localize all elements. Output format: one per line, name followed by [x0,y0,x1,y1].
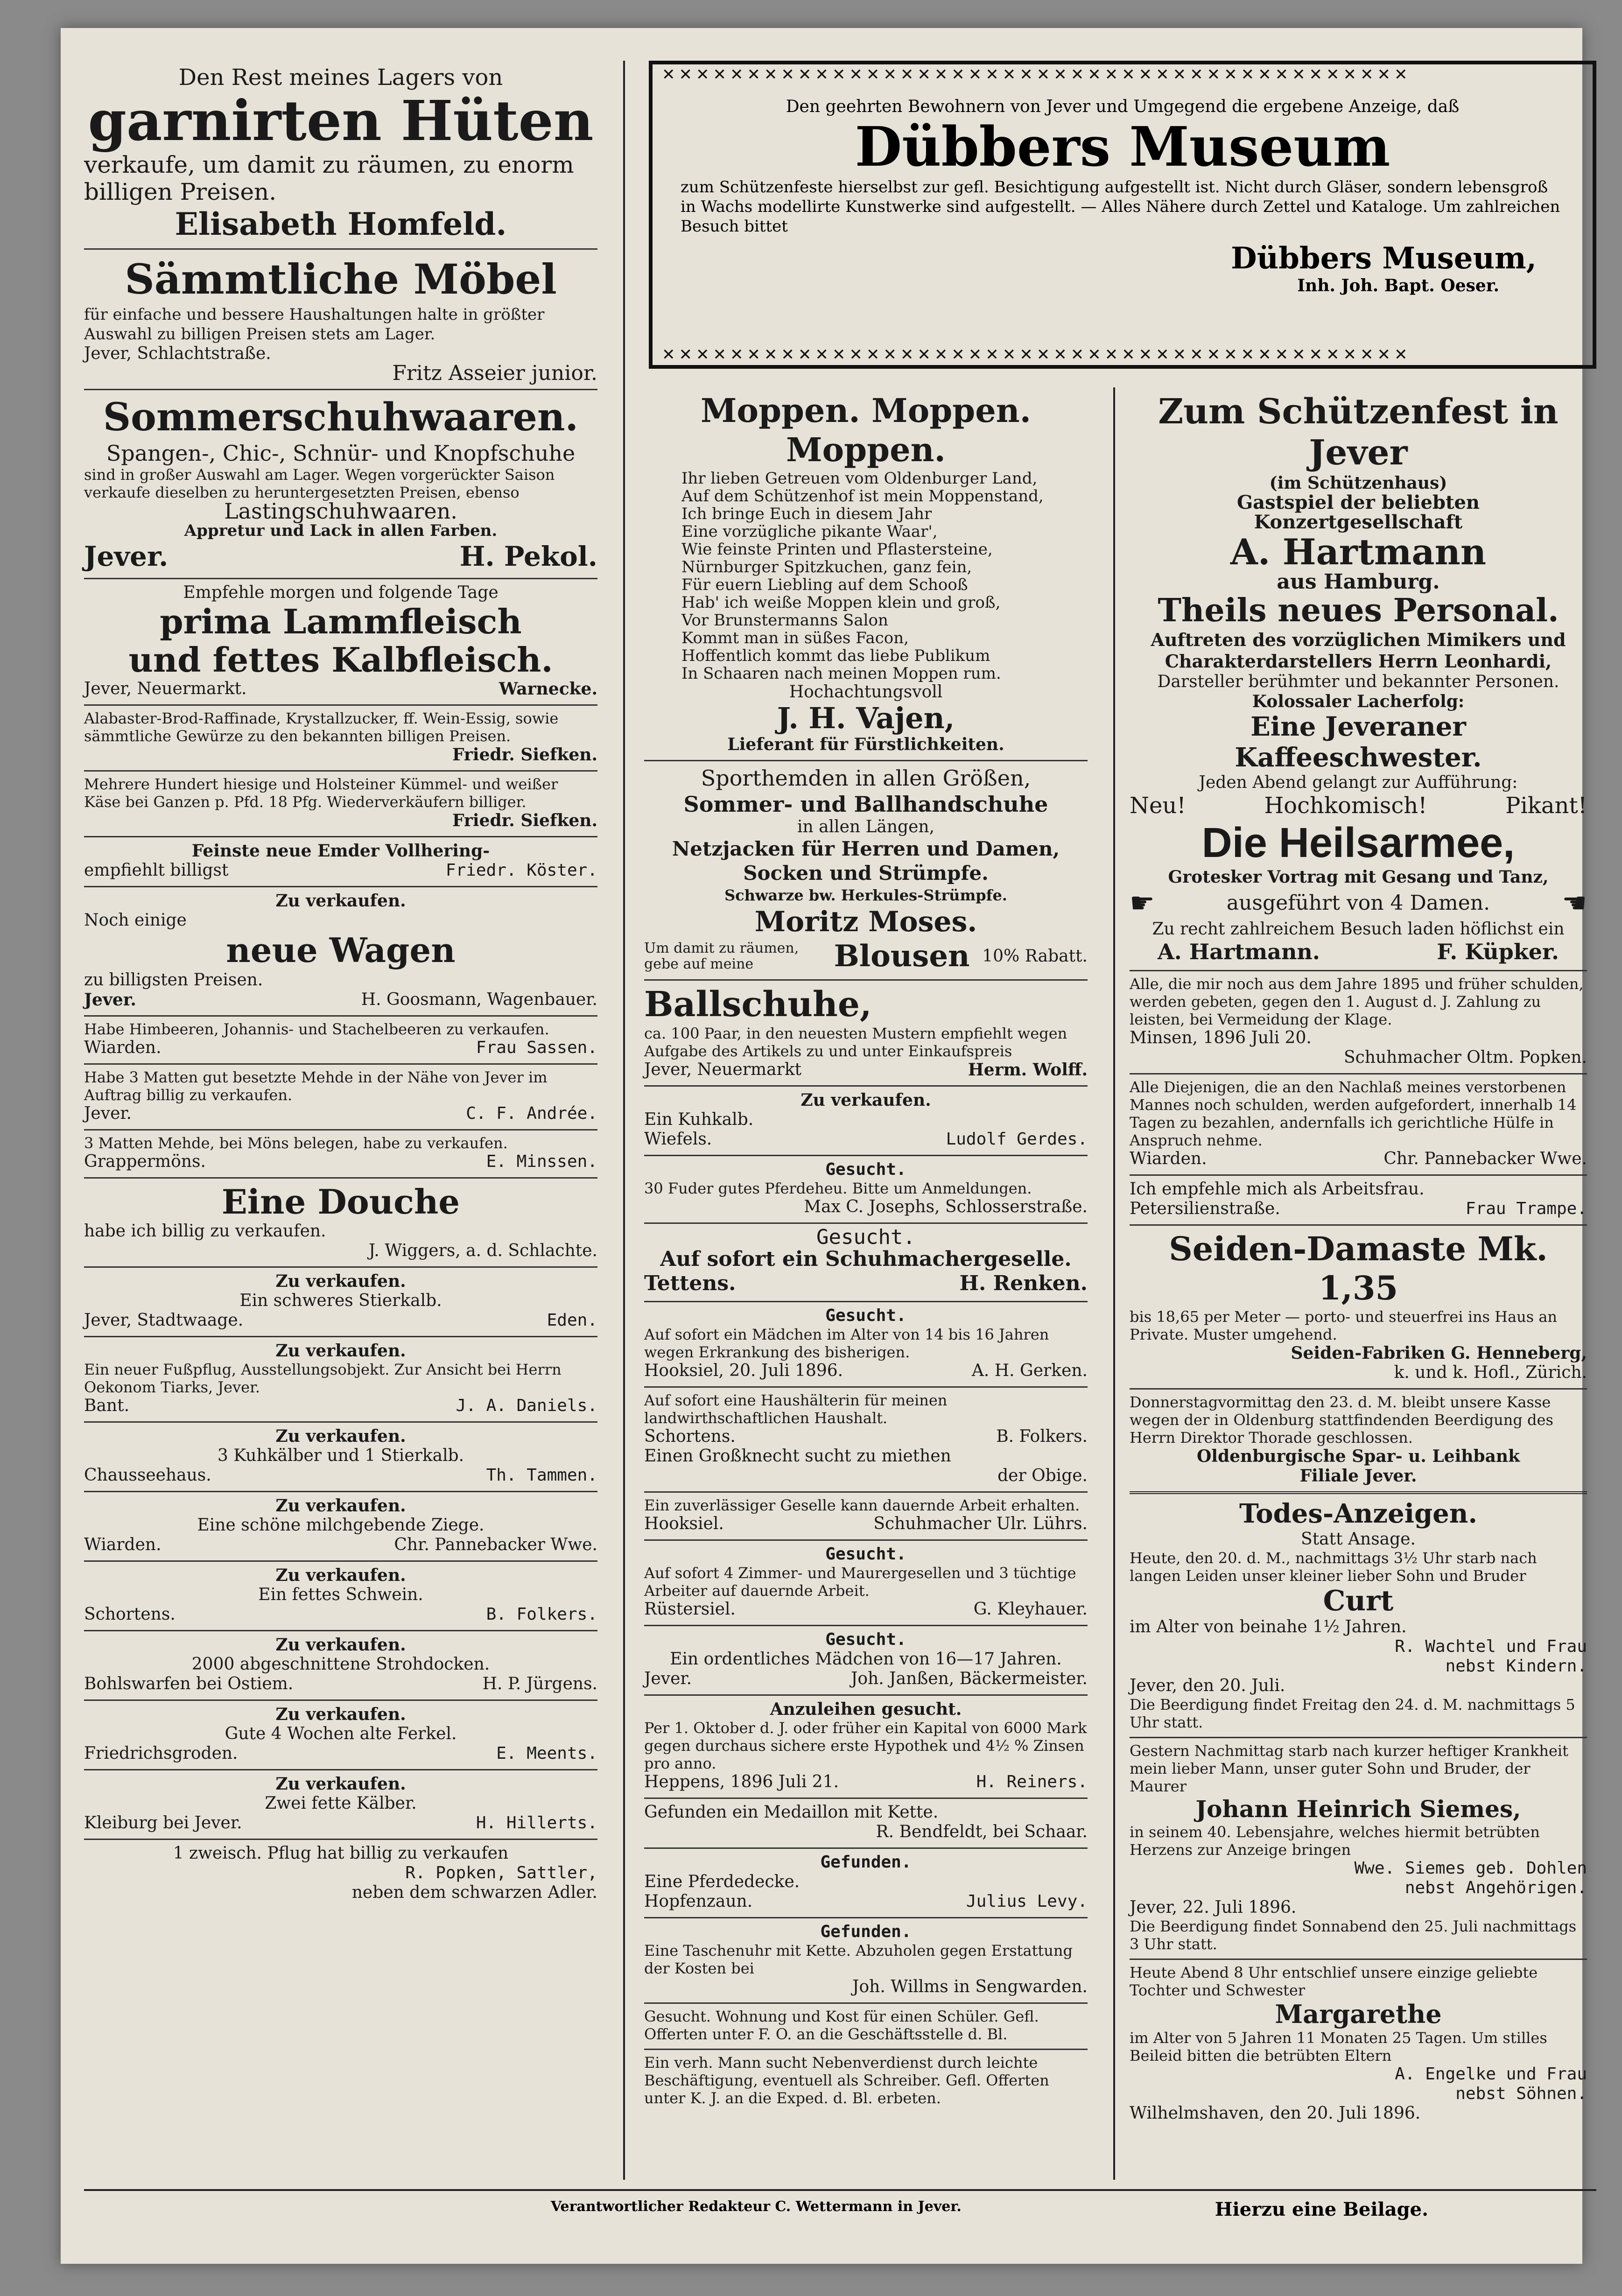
ad-todes-siemes [1130,1738,1587,1960]
ad-body: Gastspiel der beliebten Konzertgesellschaft [1237,491,1480,533]
ad-body: verkaufe, um damit zu räumen, zu enorm billigen Preisen. [84,151,574,205]
ad-douche [84,1179,597,1268]
ad-body: Gesucht. Wohnung und Kost für einen Schüler. Gefl. Offerten unter F. O. an die Geschäftsstelle d. Bl. [644,2008,1039,2043]
ad-mehde-moens [84,1130,597,1179]
ad-title: Zu verkaufen. [275,1496,406,1516]
ad-headline: Ballschuhe, [644,984,872,1025]
ad-taschenuhr [644,1918,1088,2004]
ad-signature: nebst Angehörigen. [1404,1878,1587,1897]
ad-place: Jever, den 20. Juli. [1130,1676,1285,1695]
ad-place: Minsen, 1896 Juli 20. [1130,1028,1312,1047]
poem-line: Nürnburger Spitzkuchen, ganz fein, [681,558,972,576]
ad-headline: A. Hartmann [1230,531,1487,573]
ad-anzuleihen [644,1696,1088,1799]
ad-place: Hooksiel, 20. Juli 1896. [644,1361,843,1380]
poem-line: Eine vorzügliche pikante Waar', [681,522,938,541]
ad-signature: C. F. Andrée. [466,1104,597,1123]
ad-body: Ein ordentliches Mädchen von 16—17 Jahren. [670,1650,1062,1669]
ad-body: Auf sofort ein Mädchen im Alter von 14 bis 16 Jahren wegen Erkrankung des bisherigen. [644,1326,1049,1361]
poem-line: Kommt man in süßes Facon, [681,629,909,647]
ad-body: sind in großer Auswahl am Lager. Wegen vorgerückter Saison verkaufe dieselben zu heruntergesetzten Preisen, ebenso [84,466,555,501]
ad-body: Eine Pferdedecke. [644,1872,800,1891]
ad-signature: B. Folkers. [486,1605,597,1624]
ad-vollhering [84,837,597,887]
deceased-name: Curt [1323,1585,1394,1617]
ad-sommerschuhwaaren [84,390,597,579]
ad-body: Ich empfehle mich als Arbeitsfrau. [1130,1180,1425,1199]
ad-body: Darsteller berühmter und bekannter Personen. [1157,672,1559,691]
ad-body: im Alter von 5 Jahren 11 Monaten 25 Tagen. Um stilles Beileid bitten die betrübten Eltern [1130,2029,1547,2064]
ad-raffinade [84,706,597,772]
ad-line: Den Rest meines Lagers von [178,64,503,91]
ad-place: Jever. [84,990,136,1010]
ad-signature: Frau Trampe. [1465,1199,1587,1218]
ad-signature: A. H. Gerken. [971,1361,1088,1380]
ad-body: zum Schützenfeste hierselbst zur gefl. Besichtigung aufgestellt ist. Nicht durch Gläser, sondern lebensgroß in Wachs modellirte Kunstwerke sind aufgestellt. — Alles Nähere durch Zettel und Kataloge. Um zahlreichen Besuch bittet [681,178,1560,236]
ad-line: Empfehle morgen und folgende Tage [183,583,499,602]
ad-line: ✕✕✕✕✕✕✕✕✕✕✕✕✕✕✕✕✕✕✕✕✕✕✕✕✕✕✕✕✕✕✕✕✕✕✕✕✕✕✕✕✕✕✕✕ Den geehrten Bewohnern von Jever und Umgegend die ergebene Anzeige, daß [786,97,1460,116]
ad-pferdeheu [644,1156,1088,1224]
ad-nachlass [1130,1074,1587,1176]
ad-place: Schortens. [644,1427,736,1446]
ad-body: Gute 4 Wochen alte Ferkel. [225,1724,457,1743]
ad-body: Eine Taschenuhr mit Kette. Abzuholen gegen Erstattung der Kosten bei [644,1942,1073,1977]
column-rule-right [1113,387,1115,2180]
ad-signature: Frau Sassen. [476,1038,597,1057]
ad-place: Heppens, 1896 Juli 21. [644,1772,839,1791]
right-column [1130,387,1587,2129]
ad-title: Zu verkaufen. [275,891,406,911]
ad-signature: G. Kleyhauer. [973,1600,1088,1619]
ad-title: Zu verkaufen. [275,1635,406,1655]
ad-body: Kolossaler Lacherfolg: [1252,692,1465,711]
poem-line: Für euern Liebling auf dem Schooß [681,576,968,594]
ad-signature: Friedr. Siefken. [452,745,597,765]
ad-leihbank [1130,1390,1587,1494]
ad-body: Ein fettes Schwein. [258,1585,423,1604]
ad-signature: Joh. Willms in Sengwarden. [852,1977,1088,1996]
ad-haushaelterin [644,1388,1088,1493]
ad-seiden-damaste [1130,1226,1587,1390]
ad-place: Bohlswarfen bei Ostiem. [84,1674,294,1693]
ad-popken [1130,971,1587,1074]
ad-lammfleisch [84,579,597,706]
ad-body: empfiehlt billigst [84,861,229,880]
ad-place: Rüstersiel. [644,1600,736,1619]
ad-signature: A. Hartmann. [1158,939,1320,964]
ad-headline: Dübbers Museum [855,115,1390,179]
ad-place: Wilhelmshaven, den 20. Juli 1896. [1130,2104,1421,2123]
ad-body: aus Hamburg. [1277,570,1440,594]
ad-line: Netzjacken für Herren und Damen, [672,837,1060,860]
ad-body: Auf sofort eine Haushälterin für meinen landwirthschaftlichen Haushalt. [644,1391,948,1427]
ad-signature: Moritz Moses. [754,906,977,938]
poem-line: Auf dem Schützenhof ist mein Moppenstand, [681,487,1044,506]
ad-place: Jever. [84,1104,132,1123]
ad-headline: Sommerschuhwaaren. [103,395,579,440]
ad-strohdocken [84,1631,597,1701]
ad-place: Grappermöns. [84,1152,206,1171]
ad-signature: Inh. Joh. Bapt. Oeser. [1297,276,1499,295]
ad-signature: Eden. [547,1311,597,1330]
ad-subhead: (im Schützenhaus) [1269,473,1447,493]
ad-place: Jever, Neuermarkt. [84,679,247,698]
ad-signature: H. Hillerts. [476,1813,597,1833]
ad-signature: Joh. Janßen, Bäckermeister. [851,1669,1088,1688]
ad-title: Zu verkaufen. [800,1090,931,1110]
ad-moritz-moses [644,761,1088,981]
ad-todes-curt [1130,1494,1587,1738]
ad-schuetzenfest [1130,387,1587,971]
ad-matten-mehde [84,1065,597,1130]
ad-body: Jeden Abend gelangt zur Aufführung: [1199,773,1518,792]
ad-body: bis 18,65 per Meter — porto- und steuerfrei ins Haus an Private. Muster umgehend. [1130,1308,1558,1343]
ad-body: im Alter von beinahe 1½ Jahren. [1130,1617,1407,1636]
ad-title: Anzuleihen gesucht. [770,1699,962,1719]
ad-headline: Feinste neue Emder Vollhering- [191,841,490,861]
ad-headline: Moppen. Moppen. Moppen. [700,391,1032,469]
ad-headline: Zum Schützenfest in Jever [1158,392,1559,473]
ad-title: Gefunden. [820,1853,912,1872]
ad-place: Petersilienstraße. [1130,1199,1280,1218]
ad-signature: H. P. Jürgens. [482,1674,597,1693]
left-column [84,61,597,1908]
ad-line: Hochachtungsvoll [789,682,943,702]
ad-title: Gesucht. [825,1545,906,1564]
ad-body: Per 1. Oktober d. J. oder früher ein Kapital von 6000 Mark gegen durchaus sichere erste Hypothek und 4½ % Zinsen pro anno. [644,1719,1087,1772]
ad-line: in allen Längen, [797,817,935,836]
ad-signature: Lieferant für Fürstlichkeiten. [727,735,1004,754]
ad-body: habe ich billig zu verkaufen. [84,1222,326,1241]
ad-body: Alabaster-Brod-Raffinade, Krystallzucker, ff. Wein-Essig, sowie sämmtliche Gewürze zu den bekannten billigen Preisen. [84,709,559,745]
ad-place: Jever, 22. Juli 1896. [1130,1898,1297,1917]
ad-garnirte-huete [84,61,597,250]
ad-headline: garnirten Hüten [88,88,594,153]
ad-exclaim: Pikant! [1505,793,1587,819]
deceased-name: Margarethe [1275,1999,1442,2029]
ad-signature: H. Goosmann, Wagenbauer. [361,990,597,1009]
ad-place: Jever, Neuermarkt [644,1060,802,1079]
ad-place: Schortens. [84,1605,176,1624]
ad-body: Einen Großknecht sucht zu miethen [644,1446,951,1466]
deceased-name: Johann Heinrich Siemes, [1195,1795,1521,1823]
ad-body: Ein verh. Mann sucht Nebenverdienst durch leichte Beschäftigung, eventuell als Schreiber. Gefl. Offerten unter K. J. an die Exped. d. Bl. erbeten. [644,2054,1049,2107]
ad-body: 10% Rabatt. [982,946,1088,966]
poem-line: Ich bringe Euch in diesem Jahr [681,505,932,523]
ad-title: Zu verkaufen. [275,1566,406,1585]
ad-title: Zu verkaufen. [275,1271,406,1291]
ad-body: Alle Diejenigen, die an den Nachlaß meines verstorbenen Mannes noch schulden, werden aufgefordert, innerhalb 14 Tagen zu bezahlen, andernfalls ich gerichtliche Hülfe in Anspruch nehme. [1130,1078,1577,1149]
ad-place: Wiarden. [1130,1149,1207,1168]
ad-todes-margarethe [1130,1960,1587,2129]
ad-geselle [644,1493,1088,1541]
ad-body: Ein zuverlässiger Geselle kann dauernde Arbeit erhalten. [644,1496,1080,1514]
pointing-hand-icon: ☛ [1130,887,1155,920]
ad-line: Sommer- und Ballhandschuhe [683,792,1048,817]
ad-fusspflug [84,1337,597,1423]
ad-headline: neue Wagen [226,930,456,970]
ad-headline: Die Heilsarmee, [1201,820,1515,866]
ad-body: Noch einige [84,911,187,930]
column-rule-left [623,61,625,2180]
ad-wohnung [644,2004,1088,2050]
ad-title: Gefunden. [820,1922,912,1941]
ad-title: Gesucht. [816,1225,915,1249]
ad-signature: Max C. Josephs, Schlosserstraße. [804,1197,1088,1216]
ad-ordentliches-maedchen [644,1626,1088,1696]
ad-subhead: Appretur und Lack in allen Farben. [184,521,498,540]
poem-line: Ihr lieben Getreuen vom Oldenburger Land, [681,469,1038,488]
ad-signature: Julius Levy. [966,1892,1088,1911]
ad-body: ca. 100 Paar, in den neuesten Mustern empfiehlt wegen Aufgabe des Artikels zu und unter Einkaufspreis [644,1025,1067,1060]
ad-body: Gefunden ein Medaillon mit Kette. [644,1803,939,1822]
ad-headline: Blousen [834,939,970,974]
ad-arbeitsfrau [1130,1176,1587,1226]
ad-stierkalb [84,1268,597,1337]
ad-headline: und fettes Kalbfleisch. [128,640,553,680]
ad-kuhkalb [644,1087,1088,1156]
ad-body: Auf sofort 4 Zimmer- und Maurergesellen und 3 tüchtige Arbeiter auf dauernde Arbeit. [644,1564,1076,1600]
ad-body: in seinem 40. Lebensjahre, welches hiermit betrübten Herzens zur Anzeige bringen [1130,1823,1540,1859]
ad-signature: Oldenburgische Spar- u. Leihbank [1196,1446,1520,1466]
poem-line: Wie feinste Printen und Pflastersteine, [681,540,993,559]
ad-signature: H. Reiners. [976,1772,1088,1791]
ad-line: Sporthemden in allen Größen, [701,765,1031,791]
ad-signature: neben dem schwarzen Adler. [351,1883,597,1902]
ad-body: Heute, den 20. d. M., nachmittags 3½ Uhr starb nach langen Leiden unser kleiner lieber Sohn und Bruder [1130,1549,1537,1585]
ad-pferdedecke [644,1849,1088,1918]
ad-body: Zu recht zahlreichem Besuch laden höflichst ein [1152,920,1565,939]
ad-body: Auftreten des vorzüglichen Mimikers und Charakterdarstellers Herrn Leonhardi, [1151,629,1566,672]
ad-headline: Eine Douche [221,1182,460,1222]
poem-lines [644,470,1088,682]
ad-ballschuhe [644,981,1088,1087]
ad-body: Ein neuer Fußpflug, Ausstellungsobjekt. Zur Ansicht bei Herrn Oekonom Tiarks, Jever. [84,1361,562,1396]
ad-signature: Seiden-Fabriken G. Henneberg, [1291,1343,1587,1363]
ad-exclaim: Hochkomisch! [1264,793,1427,819]
ad-signature: Filiale Jever. [1299,1466,1417,1486]
ad-body: Habe 3 Matten gut besetzte Mehde in der Nähe von Jever im Auftrag billig zu verkaufen. [84,1068,548,1104]
ad-schwein [84,1562,597,1631]
ad-place: Kleiburg bei Jever. [84,1813,242,1833]
ad-maedchen [644,1302,1088,1388]
ad-place: Hooksiel. [644,1514,724,1533]
ad-signature: Warnecke. [499,679,597,699]
poem-line: Hab' ich weiße Moppen klein und groß, [681,593,1001,612]
section-title: Todes-Anzeigen. [1239,1498,1477,1529]
ad-signature: Schuhmacher Ulr. Lührs. [873,1514,1088,1533]
ad-signature: nebst Kindern. [1445,1657,1587,1676]
ad-headline: Theils neues Personal. [1158,592,1559,629]
ad-nebenverdienst [644,2050,1088,2113]
ad-signature: Dübbers Museum, [1231,241,1537,276]
ad-body: für einfache und bessere Haushaltungen halte in größter Auswahl zu billigen Preisen stets am Lager. [84,305,545,344]
ad-duebbers-museum [649,61,1596,369]
ad-line: Socken und Strümpfe. [743,862,989,885]
ad-signature: Elisabeth Homfeld. [175,206,507,242]
ad-signature: J. Wiggers, a. d. Schlachte. [368,1241,597,1260]
ad-title: Gesucht. [825,1630,906,1649]
ad-signature: nebst Söhnen. [1455,2084,1587,2103]
pointing-hand-left-icon: ☚ [1562,887,1587,920]
ad-beeren [84,1017,597,1065]
poem-line: Hoffentlich kommt das liebe Publikum [681,646,990,665]
ad-signature: Ludolf Gerdes. [946,1130,1088,1149]
ad-body: 30 Fuder gutes Pferdeheu. Bitte um Anmeldungen. [644,1180,1032,1197]
ad-moebel [84,250,597,390]
ad-schuhmachergeselle [644,1224,1088,1302]
ad-signature: J. A. Daniels. [456,1396,597,1415]
ad-signature: Chr. Pannebacker Wwe. [1383,1149,1587,1168]
ad-ferkel [84,1701,597,1770]
ad-signature: J. H. Vajen, [777,701,955,735]
ad-body: Die Beerdigung findet Freitag den 24. d. M. nachmittags 5 Uhr statt. [1130,1696,1575,1731]
ad-place: Jever, Stadtwaage. [84,1311,244,1330]
ad-neue-wagen [84,887,597,1017]
ad-signature: Schuhmacher Oltm. Popken. [1343,1048,1587,1067]
ad-subhead: Statt Ansage. [1301,1530,1416,1549]
ad-headline: Sämmtliche Möbel [125,255,557,303]
ad-place: Wiefels. [644,1130,712,1149]
ad-signature: A. Engelke und Frau [1395,2064,1587,2084]
ad-signature: Wwe. Siemes geb. Dohlen [1354,1859,1587,1878]
ad-body: Zwei fette Kälber. [265,1794,417,1813]
ad-signature: E. Meents. [496,1744,597,1763]
ad-body: Um damit zu räumen, gebe auf meine [644,940,799,972]
ad-title: Zu verkaufen. [275,1426,406,1446]
ad-signature: R. Bendfeldt, bei Schaar. [876,1822,1088,1841]
ad-moppen [644,387,1088,761]
ad-body: Heute Abend 8 Uhr entschlief unsere einzige geliebte Tochter und Schwester [1130,1964,1538,1999]
ad-body: Gestern Nachmittag starb nach kurzer heftiger Krankheit mein lieber Mann, unser guter Sohn und Bruder, der Maurer [1130,1742,1568,1795]
ad-medaillon [644,1799,1088,1849]
ad-pflug [84,1840,597,1908]
ad-signature: Herm. Wolff. [968,1060,1088,1080]
ad-place: Bant. [84,1396,130,1415]
ad-kuhkaelber [84,1423,597,1492]
ad-body: Auf sofort ein Schuhmachergeselle. [660,1247,1072,1271]
ad-body: Eine schöne milchgebende Ziege. [197,1516,484,1535]
ad-headline: prima Lammfleisch [160,602,522,641]
ad-body: Die Beerdigung findet Sonnabend den 25. Juli nachmittags 3 Uhr statt. [1130,1917,1577,1953]
ad-body: 2000 abgeschnittene Strohdocken. [191,1655,490,1674]
ad-signature: F. Küpker. [1437,939,1559,964]
poem-line: Vor Brunstermanns Salon [681,611,888,630]
ad-signature: R. Wachtel und Frau [1395,1637,1587,1656]
ad-body: Alle, die mir noch aus dem Jahre 1895 und früher schulden, werden gebeten, gegen den 1. August d. J. Zahlung zu leisten, bei Vermeidung der Klage. [1130,975,1584,1028]
poem-line: In Schaaren nach meinen Moppen rum. [681,664,1001,683]
ad-body: Donnerstagvormittag den 23. d. M. bleibt unsere Kasse wegen der in Oldenburg stattfindenden Beerdigung des Herrn Direktor Thorade geschlossen. [1130,1393,1553,1446]
ad-signature: der Obige. [997,1466,1088,1485]
ad-kaelber [84,1770,597,1840]
ad-signature: Friedr. Köster. [445,861,597,880]
ad-signature: E. Minssen. [486,1152,597,1171]
middle-column [644,387,1088,2113]
ad-place: Wiarden. [84,1535,161,1554]
ad-signature: R. Popken, Sattler, [405,1863,597,1882]
ad-title: Gesucht. [825,1306,906,1325]
ad-signature: H. Renken. [959,1271,1088,1295]
ad-place: Chausseehaus. [84,1466,211,1485]
ad-place: Friedrichsgroden. [84,1744,238,1763]
ad-signature: k. und k. Hofl., Zürich. [1394,1363,1587,1382]
ad-place: Jever, Schlachtstraße. [84,344,271,363]
ad-title: Zu verkaufen. [275,1774,406,1794]
ad-place: Jever. [84,541,169,572]
ad-body: Ein schweres Stierkalb. [239,1291,442,1310]
ad-ziege [84,1492,597,1562]
ad-subhead: Lastingschuhwaaren. [224,499,457,524]
ad-body: zu billigsten Preisen. [84,970,263,990]
ad-signature: Chr. Pannebacker Wwe. [394,1535,597,1554]
ad-title: Zu verkaufen. [275,1705,406,1724]
ad-place: Hopfenzaun. [644,1892,753,1911]
ad-body: 3 Matten Mehde, bei Möns belegen, habe zu verkaufen. [84,1134,508,1152]
ad-maurergesellen [644,1541,1088,1626]
ad-body: Ein Kuhkalb. [644,1110,754,1129]
ad-body: Grotesker Vortrag mit Gesang und Tanz, [1168,867,1549,887]
supplement-note: Hierzu eine Beilage. [1215,2198,1428,2220]
ad-line: Schwarze bw. Herkules-Strümpfe. [724,886,1007,904]
ad-title: Gesucht. [825,1160,906,1179]
ad-signature: Th. Tammen. [486,1466,597,1485]
ad-headline: Eine Jeveraner Kaffeeschwester. [1235,711,1482,773]
ad-exclaim: Neu! [1130,793,1186,819]
ad-body: ausgeführt von 4 Damen. [1226,891,1490,915]
ad-body: Mehrere Hundert hiesige und Holsteiner Kümmel- und weißer Käse bei Ganzen p. Pfd. 18 Pfg. Wiederverkäufern billiger. [84,775,558,811]
ad-headline: Seiden-Damaste Mk. 1,35 [1169,1229,1548,1307]
editor-line: Verantwortlicher Redakteur C. Wettermann in Jever. [551,2198,962,2215]
page-footer [84,2189,1596,2220]
ad-signature: H. Pekol. [459,541,597,572]
ad-subhead: Spangen-, Chic-, Schnür- und Knopfschuhe [106,441,576,466]
ad-body: 1 zweisch. Pflug hat billig zu verkaufen [173,1844,509,1863]
ad-title: Zu verkaufen. [275,1341,406,1361]
ad-signature: B. Folkers. [996,1427,1088,1446]
ad-body: 3 Kuhkälber und 1 Stierkalb. [217,1446,464,1465]
ad-place: Jever. [644,1669,692,1688]
ad-kaese [84,772,597,837]
ad-place: Tettens. [644,1271,736,1295]
ad-signature: Fritz Asseier junior. [392,361,597,385]
ad-body: Habe Himbeeren, Johannis- und Stachelbeeren zu verkaufen. [84,1020,549,1038]
ad-signature: Friedr. Siefken. [452,811,597,830]
ad-place: Wiarden. [84,1038,161,1057]
